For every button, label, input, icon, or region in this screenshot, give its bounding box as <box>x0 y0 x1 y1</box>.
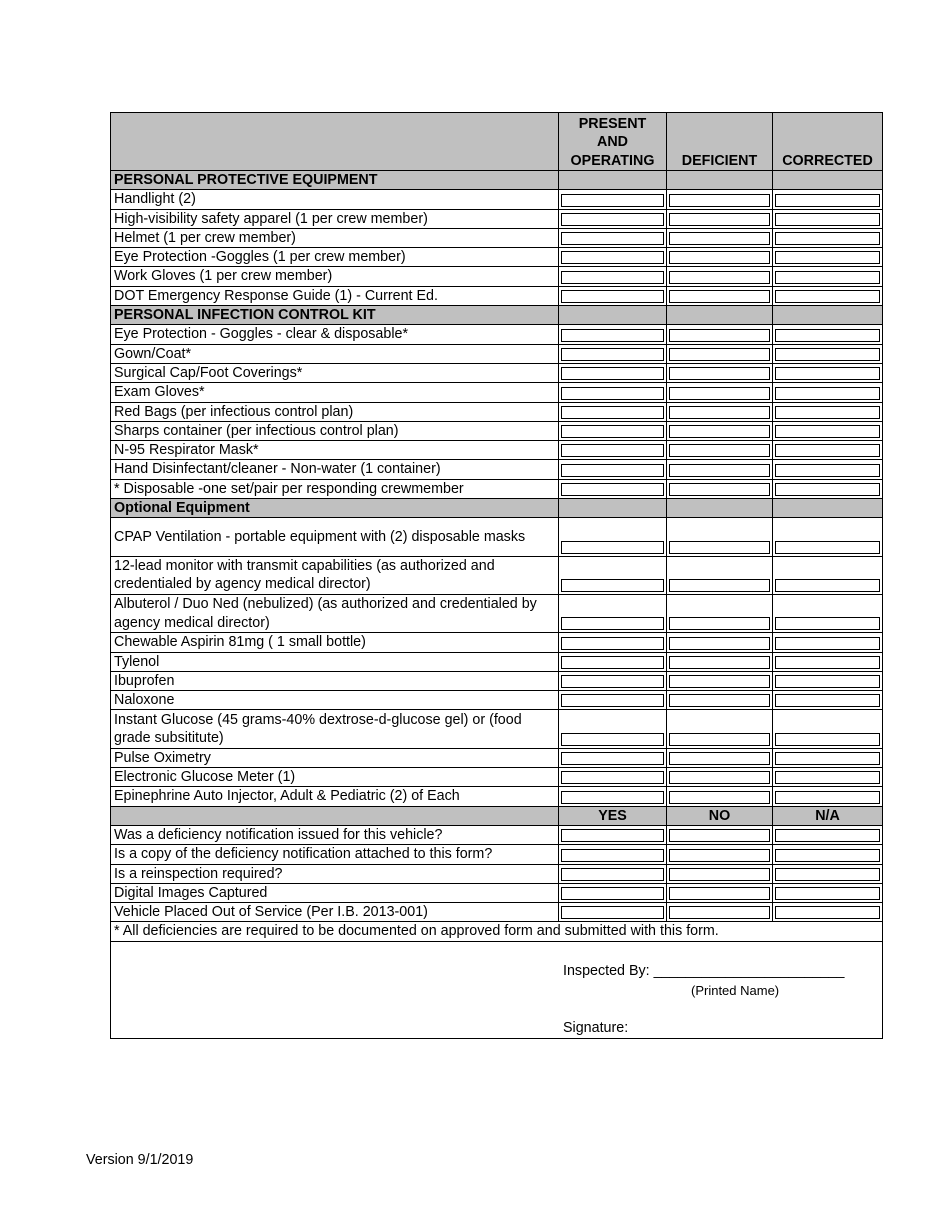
corrected-cell <box>773 190 883 209</box>
footnote-text: * All deficiencies are required to be documented on approved form and submitted with this form. <box>111 922 883 941</box>
section-blank-cell <box>773 499 883 518</box>
section-blank-cell <box>559 171 667 190</box>
corrected-checkbox[interactable] <box>775 425 880 438</box>
checklist-row <box>111 421 883 440</box>
checklist-row <box>111 691 883 710</box>
checklist-row <box>111 652 883 671</box>
corrected-checkbox[interactable] <box>775 444 880 457</box>
corrected-checkbox[interactable] <box>775 367 880 380</box>
corrected-checkbox[interactable] <box>775 232 880 245</box>
corrected-checkbox[interactable] <box>775 251 880 264</box>
yes-checkbox[interactable] <box>561 868 664 881</box>
no-cell <box>667 825 773 844</box>
item-label: Red Bags (per infectious control plan) <box>111 402 559 421</box>
yes-cell <box>559 903 667 922</box>
yes-checkbox[interactable] <box>561 849 664 862</box>
deficient-checkbox[interactable] <box>669 617 770 630</box>
item-label: Handlight (2) <box>111 190 559 209</box>
present-operating-checkbox[interactable] <box>561 675 664 688</box>
checklist-row <box>111 671 883 690</box>
present-operating-checkbox[interactable] <box>561 194 664 207</box>
deficient-cell <box>667 787 773 806</box>
na-checkbox[interactable] <box>775 849 880 862</box>
present-operating-cell <box>559 248 667 267</box>
checklist-row <box>111 267 883 286</box>
signoff-row <box>111 941 883 1038</box>
item-label: Vehicle Placed Out of Service (Per I.B. 2013-001) <box>111 903 559 922</box>
checklist-row <box>111 633 883 652</box>
item-label: DOT Emergency Response Guide (1) - Current Ed. <box>111 286 559 305</box>
inspected-by-field[interactable]: Inspected By: ________________________ <box>563 962 845 979</box>
section-personal-protective-equipment <box>111 171 883 190</box>
present-operating-cell <box>559 479 667 498</box>
item-label: Gown/Coat* <box>111 344 559 363</box>
item-label: CPAP Ventilation - portable equipment with (2) disposable masks <box>111 518 559 556</box>
version-label: Version 9/1/2019 <box>86 1152 194 1168</box>
deficient-cell <box>667 748 773 767</box>
checklist-row <box>111 825 883 844</box>
deficient-checkbox[interactable] <box>669 232 770 245</box>
yes-cell <box>559 845 667 864</box>
operating-header-line: OPERATING <box>570 152 655 169</box>
checklist-row <box>111 845 883 864</box>
corrected-cell <box>773 594 883 632</box>
deficient-checkbox[interactable] <box>669 752 770 765</box>
deficient-cell <box>667 479 773 498</box>
corrected-checkbox[interactable] <box>775 694 880 707</box>
na-header: N/A <box>773 806 883 825</box>
checklist-row <box>111 864 883 883</box>
corrected-checkbox[interactable] <box>775 752 880 765</box>
deficient-cell <box>667 190 773 209</box>
corrected-cell <box>773 768 883 787</box>
deficient-cell <box>667 441 773 460</box>
deficient-checkbox[interactable] <box>669 483 770 496</box>
yes-checkbox[interactable] <box>561 887 664 900</box>
corrected-cell <box>773 633 883 652</box>
present-operating-cell <box>559 267 667 286</box>
deficient-checkbox[interactable] <box>669 387 770 400</box>
item-label: Chewable Aspirin 81mg ( 1 small bottle) <box>111 633 559 652</box>
na-checkbox[interactable] <box>775 829 880 842</box>
yes-no-header-row <box>111 806 883 825</box>
corrected-cell <box>773 710 883 748</box>
checklist-row <box>111 363 883 382</box>
corrected-checkbox[interactable] <box>775 464 880 477</box>
item-label: Epinephrine Auto Injector, Adult & Pediatric (2) of Each <box>111 787 559 806</box>
corrected-checkbox[interactable] <box>775 675 880 688</box>
deficient-checkbox[interactable] <box>669 367 770 380</box>
na-cell <box>773 845 883 864</box>
na-cell <box>773 864 883 883</box>
item-label: Tylenol <box>111 652 559 671</box>
deficient-checkbox[interactable] <box>669 579 770 592</box>
present-operating-checkbox[interactable] <box>561 251 664 264</box>
corrected-cell <box>773 518 883 556</box>
corrected-checkbox[interactable] <box>775 387 880 400</box>
section-title: Optional Equipment <box>111 499 559 518</box>
present-operating-checkbox[interactable] <box>561 406 664 419</box>
corrected-cell <box>773 691 883 710</box>
corrected-checkbox[interactable] <box>775 348 880 361</box>
item-label: Helmet (1 per crew member) <box>111 228 559 247</box>
item-label: Eye Protection -Goggles (1 per crew member) <box>111 248 559 267</box>
deficient-checkbox[interactable] <box>669 194 770 207</box>
deficient-checkbox[interactable] <box>669 675 770 688</box>
corrected-cell <box>773 479 883 498</box>
deficient-cell <box>667 228 773 247</box>
no-cell <box>667 883 773 902</box>
section-blank-cell <box>667 171 773 190</box>
checklist-row <box>111 190 883 209</box>
deficient-checkbox[interactable] <box>669 425 770 438</box>
present-operating-checkbox[interactable] <box>561 617 664 630</box>
deficient-checkbox[interactable] <box>669 290 770 303</box>
deficient-checkbox[interactable] <box>669 791 770 804</box>
item-label: Sharps container (per infectious control plan) <box>111 421 559 440</box>
present-operating-cell <box>559 421 667 440</box>
corrected-cell <box>773 787 883 806</box>
checklist-row <box>111 441 883 460</box>
corrected-checkbox[interactable] <box>775 213 880 226</box>
signoff-block <box>561 942 881 1038</box>
deficient-cell <box>667 344 773 363</box>
deficient-checkbox[interactable] <box>669 464 770 477</box>
signature-field[interactable]: Signature: <box>563 1019 629 1036</box>
no-checkbox[interactable] <box>669 906 770 919</box>
section-optional-equipment <box>111 499 883 518</box>
item-label: Naloxone <box>111 691 559 710</box>
na-cell <box>773 883 883 902</box>
checklist-row <box>111 344 883 363</box>
item-label: Ibuprofen <box>111 671 559 690</box>
item-label: High-visibility safety apparel (1 per crew member) <box>111 209 559 228</box>
corrected-checkbox[interactable] <box>775 541 880 554</box>
present-operating-cell <box>559 344 667 363</box>
section-blank-cell <box>773 171 883 190</box>
deficient-cell <box>667 671 773 690</box>
corrected-cell <box>773 209 883 228</box>
deficient-checkbox[interactable] <box>669 406 770 419</box>
present-operating-checkbox[interactable] <box>561 367 664 380</box>
section-blank-cell <box>559 499 667 518</box>
item-label: Was a deficiency notification issued for this vehicle? <box>111 825 559 844</box>
item-label: * Disposable -one set/pair per responding crewmember <box>111 479 559 498</box>
deficient-checkbox[interactable] <box>669 637 770 650</box>
present-operating-checkbox[interactable] <box>561 464 664 477</box>
footnote-row <box>111 922 883 941</box>
present-operating-checkbox[interactable] <box>561 290 664 303</box>
deficient-cell <box>667 402 773 421</box>
deficient-cell <box>667 248 773 267</box>
corrected-cell <box>773 671 883 690</box>
present-operating-cell <box>559 768 667 787</box>
present-operating-cell <box>559 402 667 421</box>
corrected-cell <box>773 344 883 363</box>
corrected-checkbox[interactable] <box>775 194 880 207</box>
corrected-cell <box>773 441 883 460</box>
deficient-checkbox[interactable] <box>669 329 770 342</box>
present-operating-cell <box>559 748 667 767</box>
corrected-checkbox[interactable] <box>775 791 880 804</box>
corrected-cell <box>773 421 883 440</box>
present-operating-cell <box>559 190 667 209</box>
yes-cell <box>559 883 667 902</box>
corrected-cell <box>773 286 883 305</box>
item-label: Albuterol / Duo Ned (nebulized) (as authorized and credentialed by agency medical director) <box>111 594 559 632</box>
present-operating-checkbox[interactable] <box>561 733 664 746</box>
present-operating-cell <box>559 441 667 460</box>
corrected-cell <box>773 556 883 594</box>
present-operating-cell <box>559 594 667 632</box>
deficient-checkbox[interactable] <box>669 656 770 669</box>
section-title: PERSONAL INFECTION CONTROL KIT <box>111 306 559 325</box>
item-label: Hand Disinfectant/cleaner - Non-water (1 container) <box>111 460 559 479</box>
present-operating-cell <box>559 787 667 806</box>
present-operating-checkbox[interactable] <box>561 387 664 400</box>
present-operating-checkbox[interactable] <box>561 483 664 496</box>
present-and-operating-header <box>559 113 667 171</box>
deficient-checkbox[interactable] <box>669 213 770 226</box>
item-label: Pulse Oximetry <box>111 748 559 767</box>
na-checkbox[interactable] <box>775 868 880 881</box>
deficient-checkbox[interactable] <box>669 733 770 746</box>
present-operating-cell <box>559 460 667 479</box>
no-checkbox[interactable] <box>669 849 770 862</box>
present-operating-cell <box>559 325 667 344</box>
section-personal-infection-control-kit <box>111 306 883 325</box>
deficient-cell <box>667 518 773 556</box>
no-checkbox[interactable] <box>669 829 770 842</box>
deficient-checkbox[interactable] <box>669 694 770 707</box>
present-operating-cell <box>559 710 667 748</box>
deficient-header: DEFICIENT <box>667 113 773 171</box>
deficient-checkbox[interactable] <box>669 348 770 361</box>
item-label: Exam Gloves* <box>111 383 559 402</box>
checklist-row <box>111 228 883 247</box>
deficient-cell <box>667 594 773 632</box>
corrected-cell <box>773 652 883 671</box>
printed-name-caption: (Printed Name) <box>691 982 780 998</box>
yes-header: YES <box>559 806 667 825</box>
deficient-checkbox[interactable] <box>669 444 770 457</box>
checklist-row <box>111 594 883 632</box>
no-checkbox[interactable] <box>669 868 770 881</box>
corrected-checkbox[interactable] <box>775 290 880 303</box>
present-operating-checkbox[interactable] <box>561 752 664 765</box>
present-operating-cell <box>559 671 667 690</box>
present-operating-cell <box>559 556 667 594</box>
deficient-cell <box>667 383 773 402</box>
checklist-row <box>111 325 883 344</box>
present-operating-checkbox[interactable] <box>561 271 664 284</box>
header-blank-cell <box>111 806 559 825</box>
corrected-checkbox[interactable] <box>775 733 880 746</box>
item-label: Eye Protection - Goggles - clear & disposable* <box>111 325 559 344</box>
item-label: Is a copy of the deficiency notification attached to this form? <box>111 845 559 864</box>
item-label: Is a reinspection required? <box>111 864 559 883</box>
corrected-cell <box>773 383 883 402</box>
item-label: Digital Images Captured <box>111 883 559 902</box>
no-cell <box>667 864 773 883</box>
inspection-checklist-table <box>110 112 883 1039</box>
header-blank-cell <box>111 113 559 171</box>
corrected-cell <box>773 402 883 421</box>
checklist-row <box>111 787 883 806</box>
deficient-cell <box>667 652 773 671</box>
corrected-cell <box>773 267 883 286</box>
section-blank-cell <box>773 306 883 325</box>
corrected-checkbox[interactable] <box>775 271 880 284</box>
item-label: Instant Glucose (45 grams-40% dextrose-d-glucose gel) or (food grade subsititute) <box>111 710 559 748</box>
deficient-cell <box>667 768 773 787</box>
deficient-checkbox[interactable] <box>669 771 770 784</box>
present-operating-cell <box>559 633 667 652</box>
yes-checkbox[interactable] <box>561 829 664 842</box>
present-operating-checkbox[interactable] <box>561 656 664 669</box>
no-checkbox[interactable] <box>669 887 770 900</box>
present-header-line: PRESENT <box>578 116 647 133</box>
section-blank-cell <box>667 499 773 518</box>
column-header-row <box>111 113 883 171</box>
corrected-checkbox[interactable] <box>775 771 880 784</box>
na-cell <box>773 903 883 922</box>
deficient-cell <box>667 633 773 652</box>
corrected-checkbox[interactable] <box>775 579 880 592</box>
present-operating-cell <box>559 383 667 402</box>
corrected-cell <box>773 248 883 267</box>
present-operating-cell <box>559 652 667 671</box>
deficient-cell <box>667 460 773 479</box>
checklist-row <box>111 248 883 267</box>
section-blank-cell <box>667 306 773 325</box>
deficient-cell <box>667 556 773 594</box>
corrected-checkbox[interactable] <box>775 483 880 496</box>
present-operating-checkbox[interactable] <box>561 348 664 361</box>
present-operating-checkbox[interactable] <box>561 579 664 592</box>
corrected-checkbox[interactable] <box>775 656 880 669</box>
corrected-cell <box>773 325 883 344</box>
deficient-checkbox[interactable] <box>669 251 770 264</box>
present-operating-checkbox[interactable] <box>561 213 664 226</box>
present-operating-checkbox[interactable] <box>561 329 664 342</box>
checklist-row <box>111 710 883 748</box>
present-operating-cell <box>559 363 667 382</box>
section-title: PERSONAL PROTECTIVE EQUIPMENT <box>111 171 559 190</box>
checklist-row <box>111 748 883 767</box>
checklist-row <box>111 518 883 556</box>
checklist-row <box>111 460 883 479</box>
deficient-cell <box>667 267 773 286</box>
checklist-row <box>111 479 883 498</box>
present-operating-cell <box>559 286 667 305</box>
checklist-row <box>111 768 883 787</box>
and-header-line: AND <box>597 134 628 151</box>
section-blank-cell <box>559 306 667 325</box>
na-checkbox[interactable] <box>775 906 880 919</box>
corrected-cell <box>773 748 883 767</box>
yes-cell <box>559 864 667 883</box>
signoff-cell <box>111 941 883 1038</box>
corrected-header: CORRECTED <box>773 113 883 171</box>
deficient-cell <box>667 691 773 710</box>
no-cell <box>667 845 773 864</box>
corrected-checkbox[interactable] <box>775 637 880 650</box>
present-operating-checkbox[interactable] <box>561 232 664 245</box>
corrected-checkbox[interactable] <box>775 406 880 419</box>
deficient-cell <box>667 209 773 228</box>
present-operating-cell <box>559 228 667 247</box>
present-operating-cell <box>559 518 667 556</box>
deficient-cell <box>667 286 773 305</box>
item-label: N-95 Respirator Mask* <box>111 441 559 460</box>
no-header: NO <box>667 806 773 825</box>
na-cell <box>773 825 883 844</box>
deficient-cell <box>667 325 773 344</box>
corrected-checkbox[interactable] <box>775 329 880 342</box>
corrected-checkbox[interactable] <box>775 617 880 630</box>
yes-cell <box>559 825 667 844</box>
checklist-row <box>111 903 883 922</box>
item-label: Surgical Cap/Foot Coverings* <box>111 363 559 382</box>
corrected-cell <box>773 228 883 247</box>
yes-checkbox[interactable] <box>561 906 664 919</box>
checklist-row <box>111 383 883 402</box>
present-operating-checkbox[interactable] <box>561 541 664 554</box>
deficient-cell <box>667 363 773 382</box>
corrected-cell <box>773 460 883 479</box>
item-label: 12-lead monitor with transmit capabilities (as authorized and credentialed by agency medical director) <box>111 556 559 594</box>
deficient-cell <box>667 710 773 748</box>
present-operating-checkbox[interactable] <box>561 444 664 457</box>
present-operating-checkbox[interactable] <box>561 637 664 650</box>
deficient-checkbox[interactable] <box>669 271 770 284</box>
present-operating-checkbox[interactable] <box>561 694 664 707</box>
checklist-row <box>111 402 883 421</box>
item-label: Electronic Glucose Meter (1) <box>111 768 559 787</box>
deficient-checkbox[interactable] <box>669 541 770 554</box>
checklist-row <box>111 556 883 594</box>
na-checkbox[interactable] <box>775 887 880 900</box>
deficient-cell <box>667 421 773 440</box>
present-operating-checkbox[interactable] <box>561 771 664 784</box>
corrected-cell <box>773 363 883 382</box>
checklist-row <box>111 209 883 228</box>
present-operating-cell <box>559 209 667 228</box>
item-label: Work Gloves (1 per crew member) <box>111 267 559 286</box>
present-operating-checkbox[interactable] <box>561 791 664 804</box>
present-operating-cell <box>559 691 667 710</box>
checklist-row <box>111 883 883 902</box>
present-operating-checkbox[interactable] <box>561 425 664 438</box>
no-cell <box>667 903 773 922</box>
checklist-row <box>111 286 883 305</box>
